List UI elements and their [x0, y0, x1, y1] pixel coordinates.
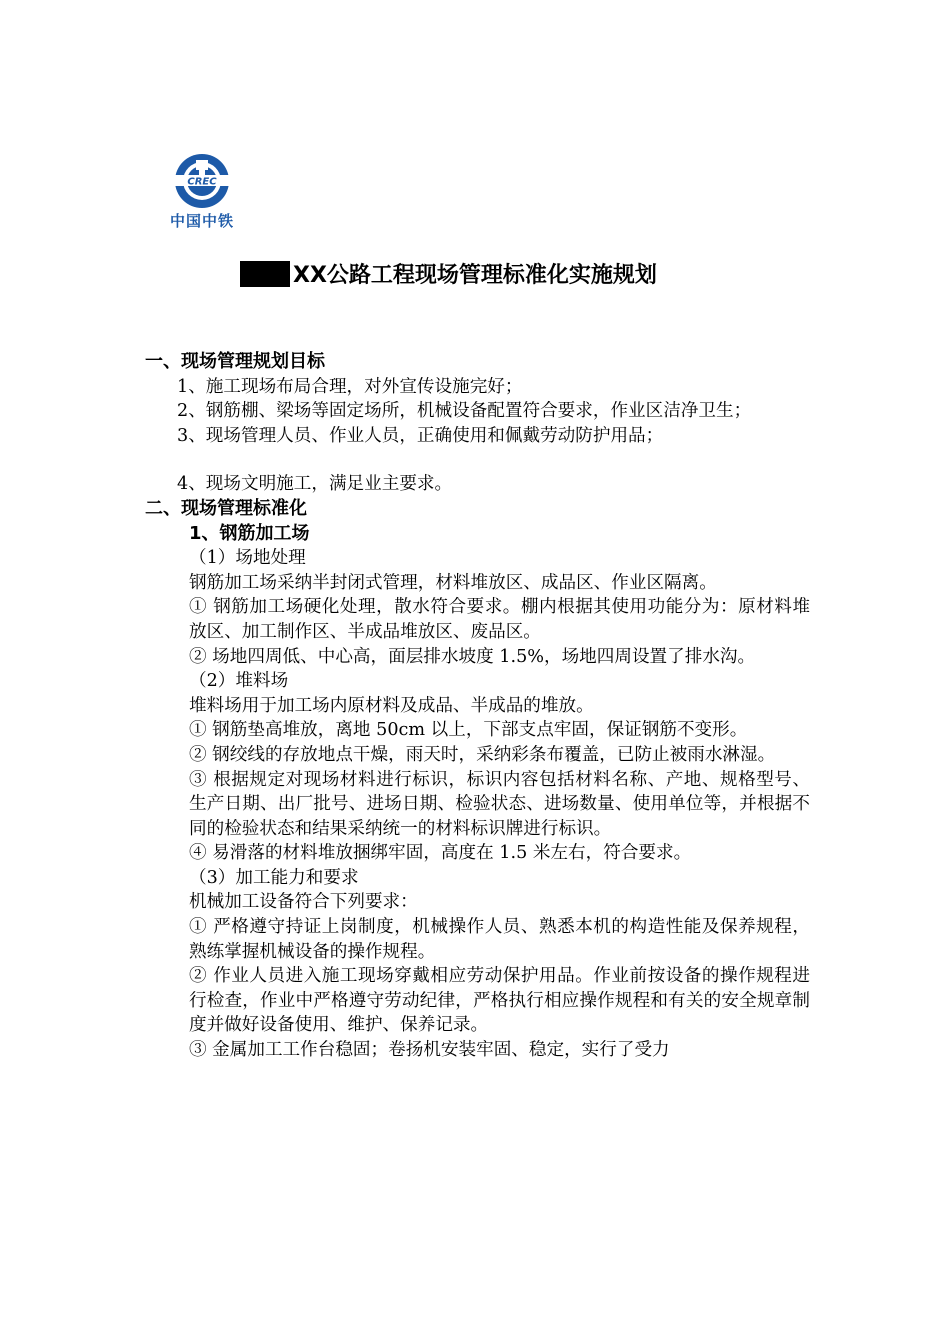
paragraph: ③ 根据规定对现场材料进行标识，标识内容包括材料名称、产地、规格型号、生产日期、出厂批号、进场日期、检验状态、进场数量、使用单位等，并根据不同的检验状态和结果采纳统一的材料标识牌进行标识。	[189, 769, 810, 839]
paragraph-title: （1）场地处理	[189, 548, 306, 569]
paragraph: 机械加工设备符合下列要求：	[189, 892, 418, 913]
subsection-heading: 1、钢筋加工场	[189, 522, 310, 544]
section-heading: 二、现场管理标准化	[145, 497, 307, 519]
paragraph-title: （3）加工能力和要求	[189, 867, 359, 888]
goal-item: 3、现场管理人员、作业人员，正确使用和佩戴劳动防护用品；	[177, 425, 664, 446]
goal-item: 4、现场文明施工，满足业主要求。	[177, 474, 453, 495]
paragraph: ② 钢绞线的存放地点干燥，雨天时，采纳彩条布覆盖，已防止被雨水淋湿。	[189, 744, 776, 765]
company-logo	[160, 152, 244, 232]
section-heading: 一、现场管理规划目标	[145, 351, 325, 372]
paragraph: ② 场地四周低、中心高，面层排水坡度 1.5%，场地四周设置了排水沟。	[189, 646, 756, 667]
logo-text: 中国中铁	[169, 212, 234, 230]
redaction-block	[240, 261, 290, 287]
document-title-row	[240, 258, 657, 292]
paragraph: ① 严格遵守持证上岗制度，机械操作人员、熟悉本机的构造性能及保养规程，熟练掌握机械设备的操作规程。	[189, 917, 810, 962]
goal-item: 1、施工现场布局合理，对外宣传设施完好；	[177, 376, 523, 397]
paragraph: ④ 易滑落的材料堆放捆绑牢固，高度在 1.5 米左右，符合要求。	[189, 843, 692, 864]
goal-item: 2、钢筋棚、梁场等固定场所，机械设备配置符合要求，作业区洁净卫生；	[177, 401, 752, 422]
paragraph: 堆料场用于加工场内原材料及成品、半成品的堆放。	[189, 695, 594, 716]
paragraph: ② 作业人员进入施工现场穿戴相应劳动保护用品。作业前按设备的操作规程进行检查，作业中严格遵守劳动纪律，严格执行相应操作规程和有关的安全规章制度并做好设备使用、维护、保养记录。	[189, 966, 810, 1036]
crec-emblem-icon	[160, 152, 244, 210]
svg-text:CREC: CREC	[187, 176, 217, 188]
paragraph: ① 钢筋垫高堆放，离地 50cm 以上，下部支点牢固，保证钢筋不变形。	[189, 720, 748, 741]
paragraph-title: （2）堆料场	[189, 671, 289, 692]
paragraph: 钢筋加工场采纳半封闭式管理，材料堆放区、成品区、作业区隔离。	[189, 572, 717, 593]
paragraph: ③ 金属加工工作台稳固；卷扬机安装牢固、稳定，实行了受力	[189, 1040, 670, 1061]
document-body	[145, 350, 810, 1063]
paragraph: ① 钢筋加工场硬化处理，散水符合要求。棚内根据其使用功能分为：原材料堆放区、加工制作区、半成品堆放区、废品区。	[189, 597, 810, 642]
document-title: XX公路工程现场管理标准化实施规划	[293, 263, 657, 288]
